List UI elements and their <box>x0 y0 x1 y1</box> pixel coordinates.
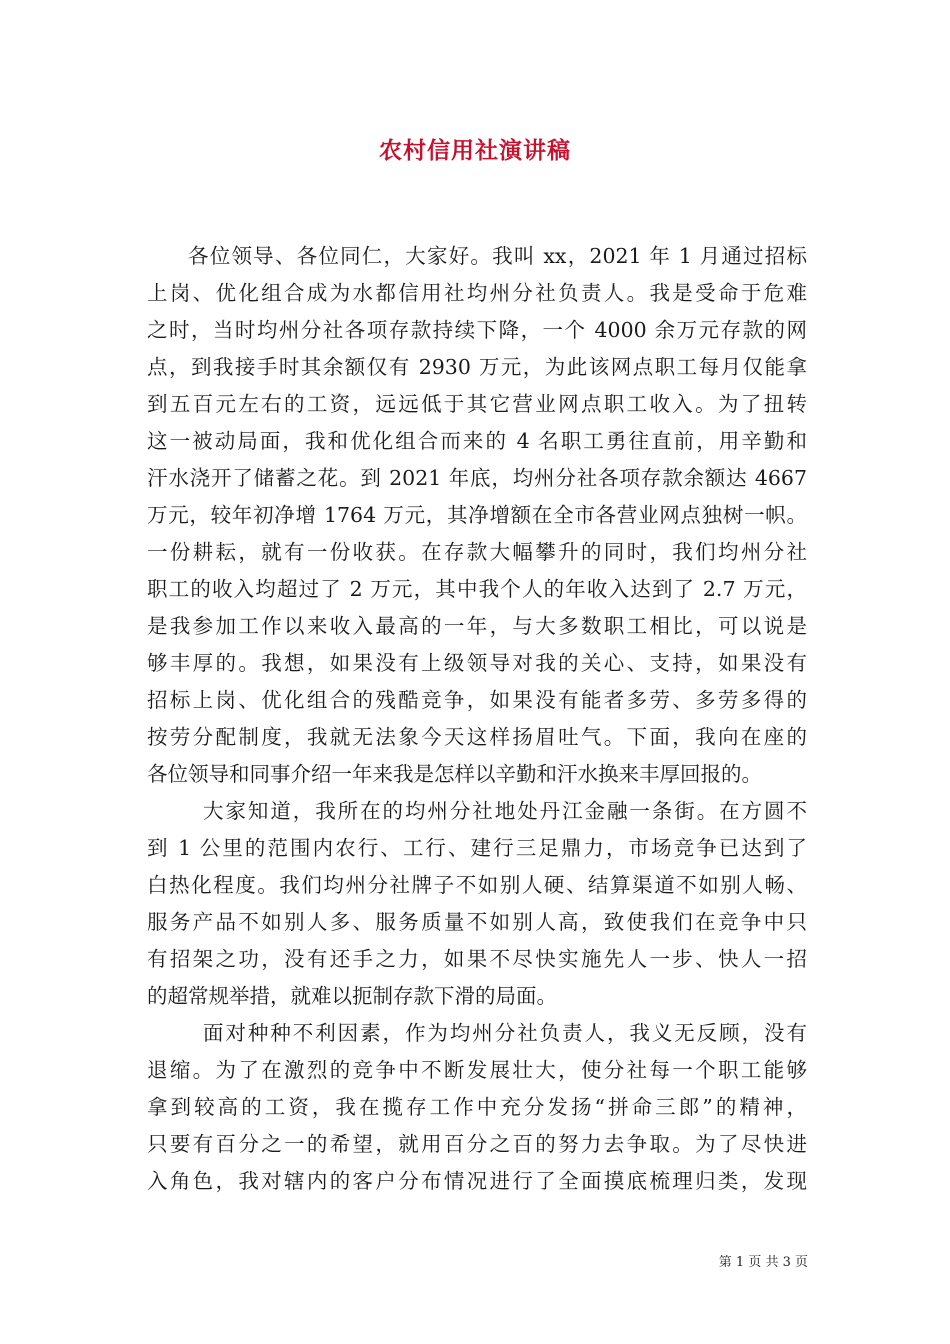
body-line: 大家知道，我所在的均州分社地处丹江金融一条街。在方圆不 <box>203 799 807 823</box>
body-line: 的超常规举措，就难以扼制存款下滑的局面。 <box>147 984 557 1008</box>
body-line: 按劳分配制度，我就无法象今天这样扬眉吐气。下面，我向在座的 <box>147 725 807 749</box>
body-line: 入角色，我对辖内的客户分布情况进行了全面摸底梳理归类，发现 <box>147 1169 807 1193</box>
document-title: 农村信用社演讲稿 <box>379 137 571 164</box>
body-line: 到五百元左右的工资，远远低于其它营业网点职工收入。为了扭转 <box>147 392 807 416</box>
body-line: 是我参加工作以来收入最高的一年，与大多数职工相比，可以说是 <box>147 614 807 638</box>
body-line: 各位领导和同事介绍一年来我是怎样以辛勤和汗水换来丰厚回报的。 <box>147 762 762 786</box>
body-line: 够丰厚的。我想，如果没有上级领导对我的关心、支持，如果没有 <box>147 651 807 675</box>
document-body <box>147 238 807 1200</box>
page-indicator: 第 1 页 共 3 页 <box>718 1255 808 1270</box>
body-line: 各位领导、各位同仁，大家好。我叫 xx，2021 年 1 月通过招标 <box>188 244 807 268</box>
body-line: 点，到我接手时其余额仅有 2930 万元，为此该网点职工每月仅能拿 <box>147 355 807 379</box>
body-line: 这一被动局面，我和优化组合而来的 4 名职工勇往直前，用辛勤和 <box>147 429 807 453</box>
body-line: 汗水浇开了储蓄之花。到 2021 年底，均州分社各项存款余额达 4667 <box>147 466 807 490</box>
body-line: 服务产品不如别人多、服务质量不如别人高，致使我们在竞争中只 <box>147 910 807 934</box>
body-line: 职工的收入均超过了 2 万元，其中我个人的年收入达到了 2.7 万元， <box>147 577 807 601</box>
body-line: 招标上岗、优化组合的残酷竞争，如果没有能者多劳、多劳多得的 <box>147 688 807 712</box>
body-line: 只要有百分之一的希望，就用百分之百的努力去争取。为了尽快进 <box>147 1132 807 1156</box>
body-line: 上岗、优化组合成为水都信用社均州分社负责人。我是受命于危难 <box>147 281 807 305</box>
body-line: 万元，较年初净增 1764 万元，其净增额在全市各营业网点独树一帜。 <box>147 503 807 527</box>
body-line: 拿到较高的工资，我在揽存工作中充分发扬“拼命三郎”的精神， <box>147 1095 807 1119</box>
body-line: 白热化程度。我们均州分社牌子不如别人硬、结算渠道不如别人畅、 <box>147 873 807 897</box>
body-line: 退缩。为了在激烈的竞争中不断发展壮大，使分社每一个职工能够 <box>147 1058 807 1082</box>
body-line: 面对种种不利因素，作为均州分社负责人，我义无反顾，没有 <box>203 1021 807 1045</box>
body-line: 有招架之功，没有还手之力，如果不尽快实施先人一步、快人一招 <box>147 947 807 971</box>
body-line: 一份耕耘，就有一份收获。在存款大幅攀升的同时，我们均州分社 <box>147 540 807 564</box>
body-line: 之时，当时均州分社各项存款持续下降，一个 4000 余万元存款的网 <box>147 318 807 342</box>
body-line: 到 1 公里的范围内农行、工行、建行三足鼎力，市场竞争已达到了 <box>147 836 807 860</box>
